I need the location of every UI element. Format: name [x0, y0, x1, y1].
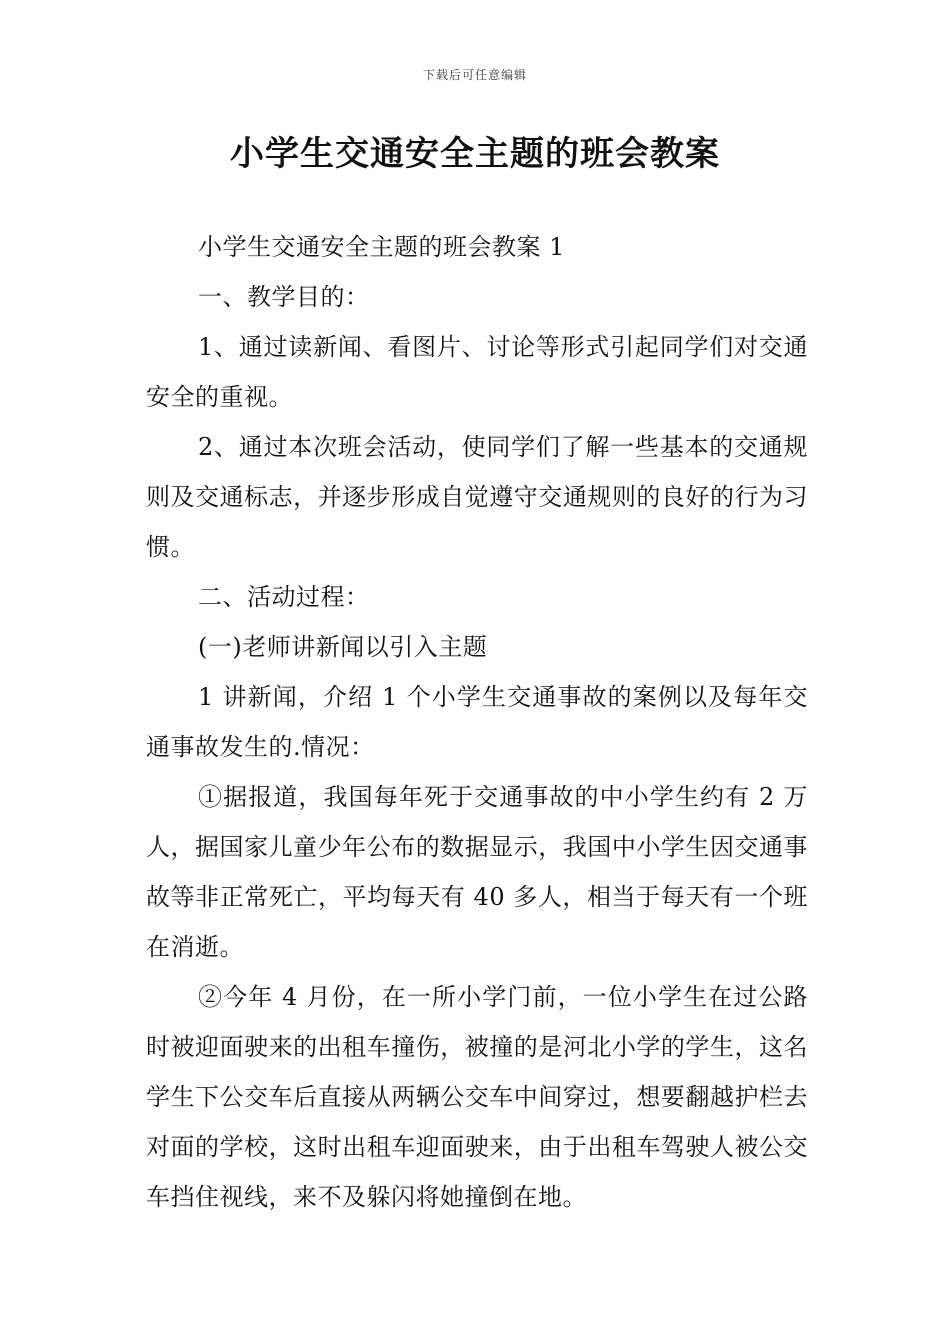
paragraph-goal-1: 1、通过读新闻、看图片、讨论等形式引起同学们对交通安全的重视。 [146, 333, 808, 411]
paragraph-subsection-1: (一)老师讲新闻以引入主题 [198, 633, 488, 661]
paragraph-news-item-1: ①据报道，我国每年死于交通事故的中小学生约有 2 万人，据国家儿童少年公布的数据显示，我国中小学生因交通事故等非正常死亡，平均每天有 40 多人，相当于每天有一个班在消逝。 [146, 783, 808, 961]
document-body [146, 222, 808, 1222]
document-title: 小学生交通安全主题的班会教案 [230, 134, 720, 174]
header-note: 下载后可任意编辑 [422, 68, 527, 82]
paragraph-news-item-2: ②今年 4 月份，在一所小学门前，一位小学生在过公路时被迎面驶来的出租车撞伤，被撞的是河北小学的学生，这名学生下公交车后直接从两辆公交车中间穿过，想要翻越护栏去对面的学校，这时出租车迎面驶来，由于出租车驾驶人被公交车挡住视线，来不及躲闪将她撞倒在地。 [146, 983, 808, 1211]
paragraph-news-intro: 1 讲新闻，介绍 1 个小学生交通事故的案例以及每年交通事故发生的.情况： [146, 683, 808, 761]
paragraph-goal-2: 2、通过本次班会活动，使同学们了解一些基本的交通规则及交通标志，并逐步形成自觉遵守交通规则的良好的行为习惯。 [146, 433, 808, 561]
paragraph-subtitle: 小学生交通安全主题的班会教案 1 [198, 233, 565, 261]
paragraph-section-heading-1: 一、教学目的： [198, 283, 370, 311]
paragraph-section-heading-2: 二、活动过程： [198, 583, 370, 611]
